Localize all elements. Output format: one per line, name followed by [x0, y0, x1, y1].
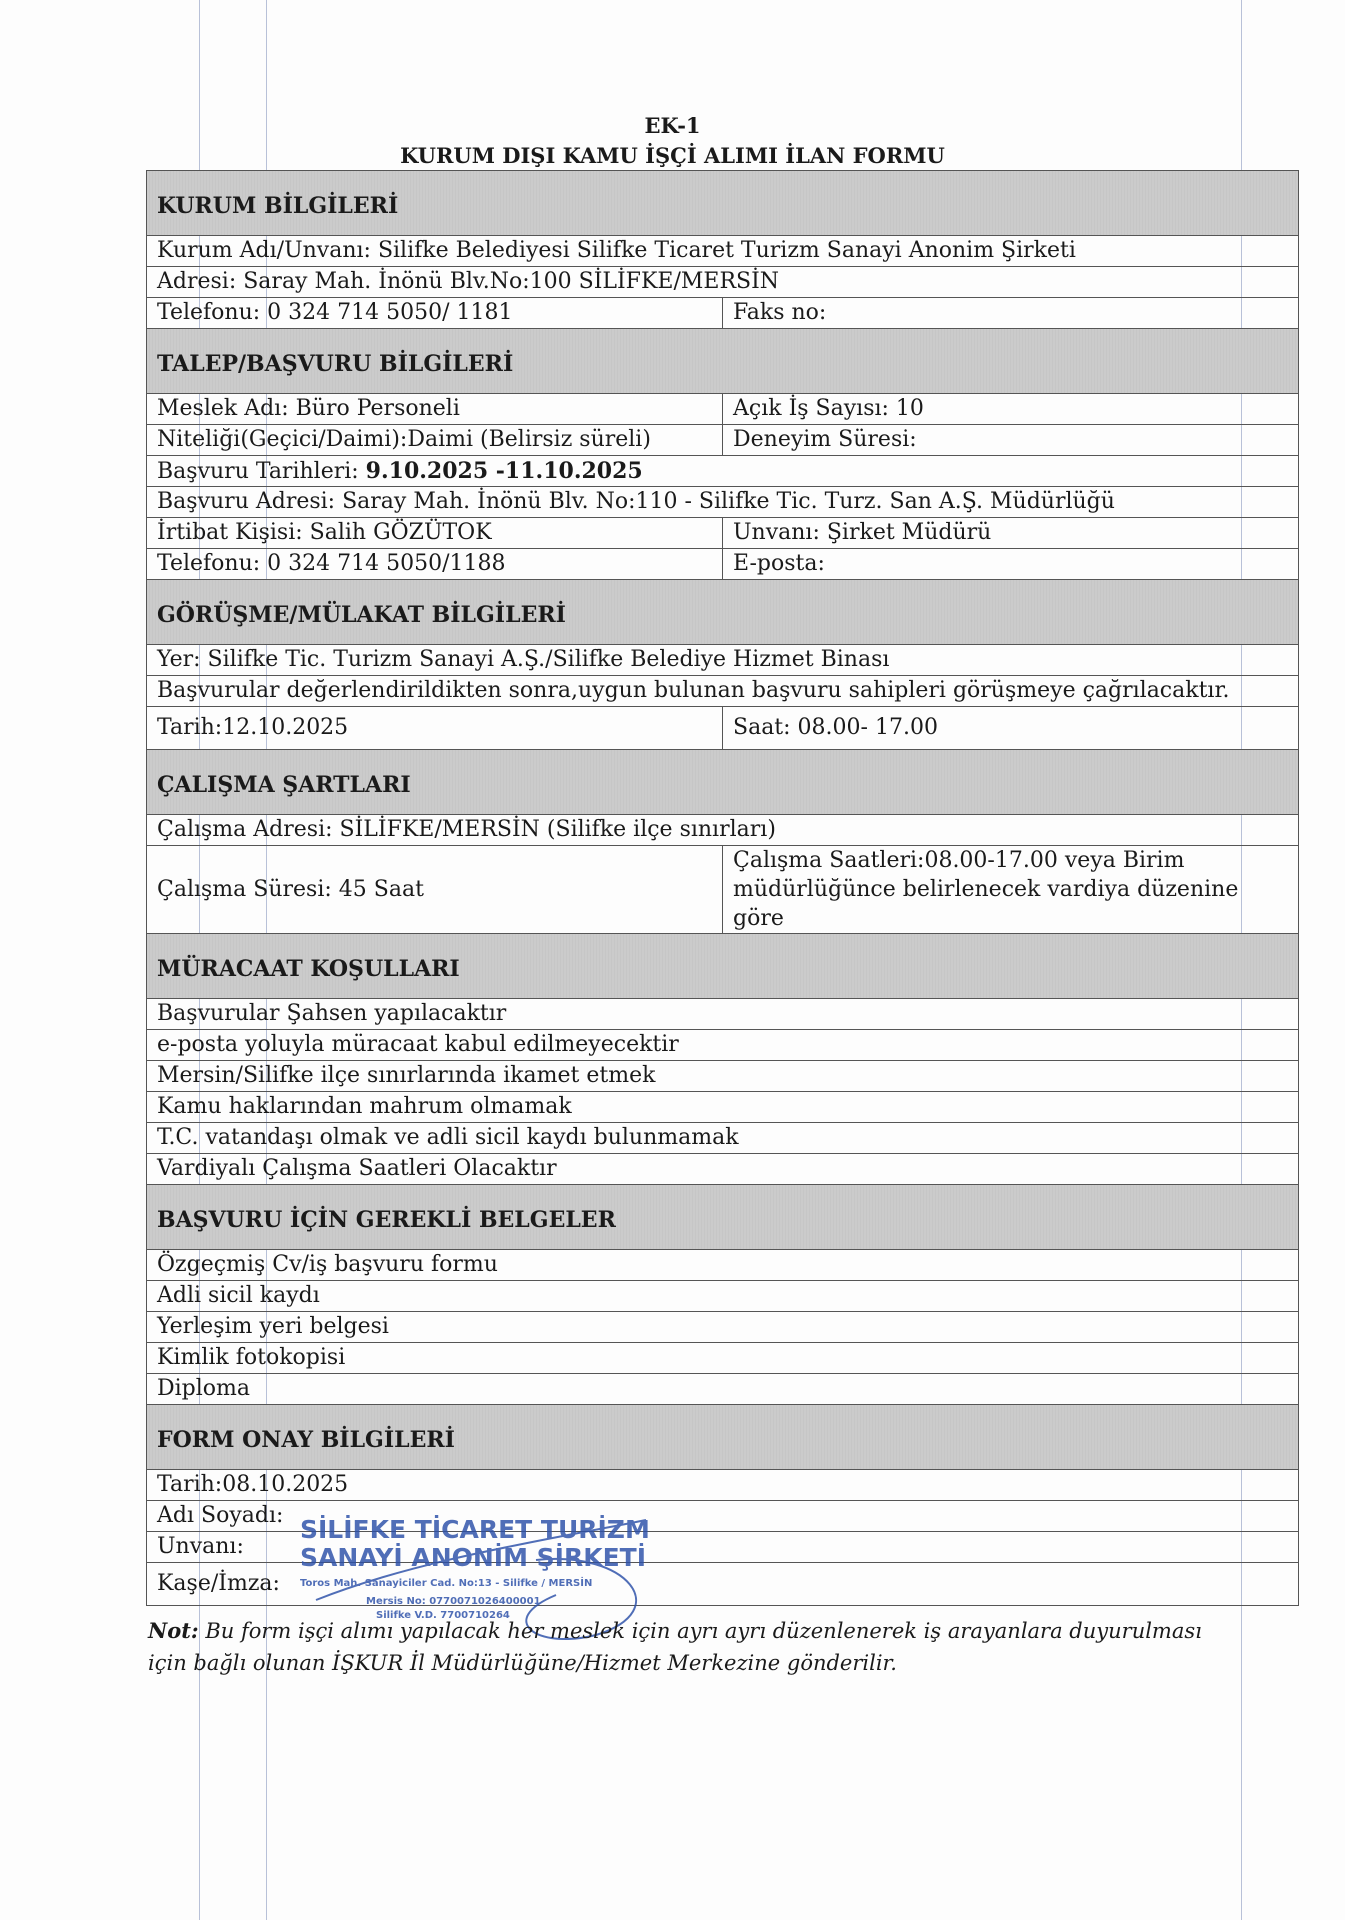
gorusme-yer: Yer: Silifke Tic. Turizm Sanayi A.Ş./Silifke Belediye Hizmet Binası	[147, 645, 1299, 676]
gorusme-aciklama: Başvurular değerlendirildikten sonra,uygun bulunan başvuru sahipleri görüşmeye çağrılacaktır.	[147, 676, 1299, 707]
talep-eposta: E-posta:	[723, 549, 1299, 580]
muracaat-item: T.C. vatandaşı olmak ve adli sicil kaydı bulunmamak	[147, 1123, 1299, 1154]
gorusme-saat: Saat: 08.00- 17.00	[723, 707, 1299, 750]
section-calisma: ÇALIŞMA ŞARTLARI	[147, 750, 1299, 815]
muracaat-item: Başvurular Şahsen yapılacaktır	[147, 999, 1299, 1030]
acik-is-sayisi: Açık İş Sayısı: 10	[723, 394, 1299, 425]
form-annex-label: EK-1	[644, 113, 701, 138]
calisma-saatleri: Çalışma Saatleri:08.00-17.00 veya Birim müdürlüğünce belirlenecek vardiya düzenine göre	[723, 846, 1299, 934]
irtibat-kisisi: İrtibat Kişisi: Salih GÖZÜTOK	[147, 518, 723, 549]
belge-item: Adli sicil kaydı	[147, 1281, 1299, 1312]
onay-unvan: Unvanı:	[147, 1532, 1299, 1563]
stamp-line-4: Mersis No: 0770071026400001	[366, 1596, 541, 1607]
muracaat-item: Mersin/Silifke ilçe sınırlarında ikamet etmek	[147, 1061, 1299, 1092]
onay-kase-imza: Kaşe/İmza:	[147, 1563, 1299, 1606]
muracaat-item: Kamu haklarından mahrum olmamak	[147, 1092, 1299, 1123]
form-title: KURUM DIŞI KAMU İŞÇİ ALIMI İLAN FORMU	[400, 143, 945, 168]
belge-item: Diploma	[147, 1374, 1299, 1405]
application-form-table	[146, 170, 1299, 1606]
kurum-faks: Faks no:	[723, 298, 1299, 329]
stamp-line-5: Silifke V.D. 7700710264	[376, 1610, 510, 1621]
muracaat-item: Vardiyalı Çalışma Saatleri Olacaktır	[147, 1154, 1299, 1185]
basvuru-adresi: Başvuru Adresi: Saray Mah. İnönü Blv. No:110 - Silifke Tic. Turz. San A.Ş. Müdürlüğü	[147, 487, 1299, 518]
kurum-telefon: Telefonu: 0 324 714 5050/ 1181	[147, 298, 723, 329]
section-talep: TALEP/BAŞVURU BİLGİLERİ	[147, 329, 1299, 394]
section-kurum: KURUM BİLGİLERİ	[147, 171, 1299, 236]
gorusme-tarih: Tarih:12.10.2025	[147, 707, 723, 750]
stamp-line-3: Toros Mah. Sanayiciler Cad. No:13 - Silifke / MERSİN	[300, 1578, 593, 1589]
section-belgeler: BAŞVURU İÇİN GEREKLİ BELGELER	[147, 1185, 1299, 1250]
note-label: Not:	[148, 1618, 199, 1643]
calisma-suresi: Çalışma Süresi: 45 Saat	[147, 846, 723, 934]
form-note	[148, 1615, 1228, 1679]
niteligi: Niteliği(Geçici/Daimi):Daimi (Belirsiz süreli)	[147, 425, 723, 456]
belge-item: Yerleşim yeri belgesi	[147, 1312, 1299, 1343]
stamp-line-2: SANAYİ ANONİM ŞİRKETİ	[300, 1543, 647, 1572]
muracaat-item: e-posta yoluyla müracaat kabul edilmeyecektir	[147, 1030, 1299, 1061]
section-muracaat: MÜRACAAT KOŞULLARI	[147, 934, 1299, 999]
belge-item: Özgeçmiş Cv/iş başvuru formu	[147, 1250, 1299, 1281]
section-gorusme: GÖRÜŞME/MÜLAKAT BİLGİLERİ	[147, 580, 1299, 645]
onay-tarih: Tarih:08.10.2025	[147, 1470, 1299, 1501]
kurum-adi: Kurum Adı/Unvanı: Silifke Belediyesi Silifke Ticaret Turizm Sanayi Anonim Şirketi	[147, 236, 1299, 267]
note-text: Bu form işçi alımı yapılacak her meslek için ayrı ayrı düzenlenerek iş arayanlara duyurulması için bağlı olunan İŞKUR İl Müdürlüğüne/Hizmet Merkezine gönderilir.	[148, 1619, 1202, 1675]
calisma-adresi: Çalışma Adresi: SİLİFKE/MERSİN (Silifke ilçe sınırları)	[147, 815, 1299, 846]
basvuru-tarihleri-value: 9.10.2025 -11.10.2025	[365, 457, 643, 484]
basvuru-tarihleri-label: Başvuru Tarihleri:	[157, 458, 366, 484]
onay-adi-soyadi: Adı Soyadı:	[147, 1501, 1299, 1532]
section-onay: FORM ONAY BİLGİLERİ	[147, 1405, 1299, 1470]
belge-item: Kimlik fotokopisi	[147, 1343, 1299, 1374]
kurum-adres: Adresi: Saray Mah. İnönü Blv.No:100 SİLİFKE/MERSİN	[147, 267, 1299, 298]
stamp-line-1: SİLİFKE TİCARET TURİZM	[300, 1515, 650, 1544]
basvuru-tarihleri	[147, 456, 1299, 487]
deneyim-suresi: Deneyim Süresi:	[723, 425, 1299, 456]
irtibat-unvani: Unvanı: Şirket Müdürü	[723, 518, 1299, 549]
meslek-adi: Meslek Adı: Büro Personeli	[147, 394, 723, 425]
talep-telefon: Telefonu: 0 324 714 5050/1188	[147, 549, 723, 580]
